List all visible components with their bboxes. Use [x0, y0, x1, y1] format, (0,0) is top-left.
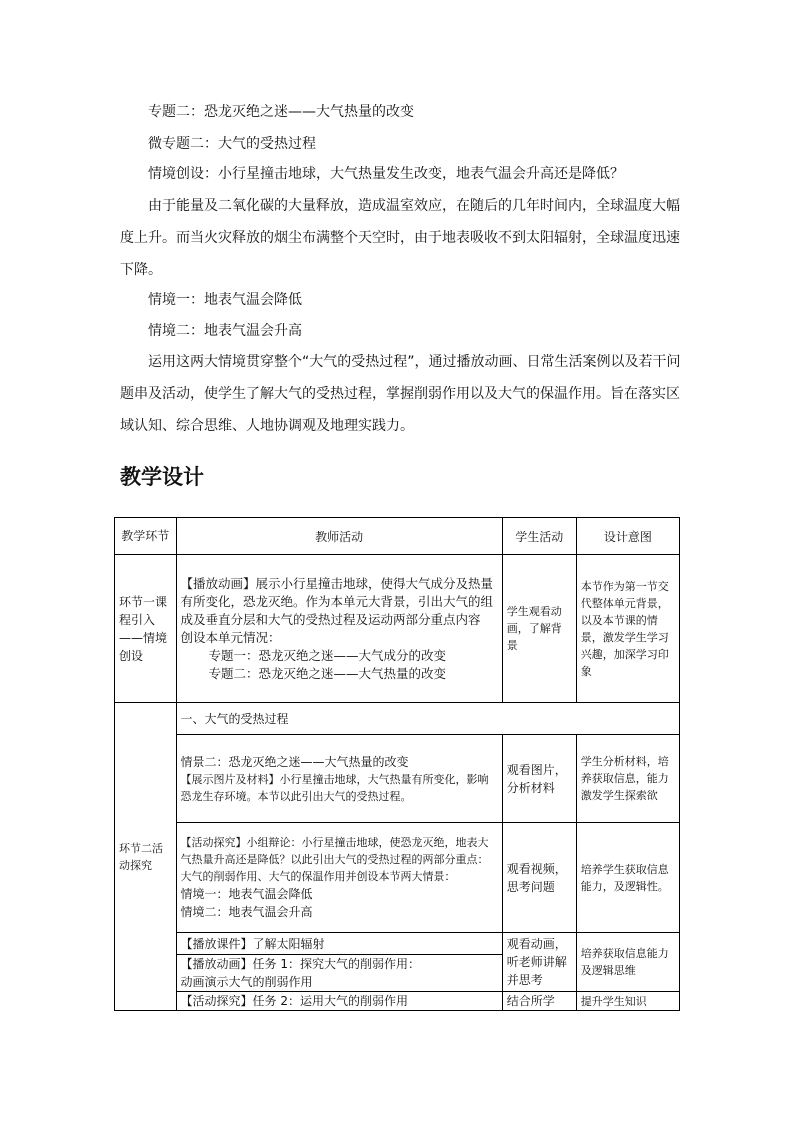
teacher-text: 【展示图片及材料】小行星撞击地球，大气热量有所变化，影响恐龙生存环境。本节以此引出大气的受热过程。: [180, 772, 489, 803]
intent-cell: 培养学生获取信息能力，及逻辑性。: [576, 823, 679, 933]
header-teacher: 教师活动: [176, 518, 502, 555]
student-cell: 结合所学: [502, 992, 576, 1011]
teacher-cell: 【活动探究】任务 2：运用大气的削弱作用: [176, 992, 502, 1011]
table-row: [115, 933, 680, 955]
situation-2: 情境二：地表气温会升高: [148, 323, 302, 339]
intro-paragraph-2: 运用这两大情境贯穿整个“大气的受热过程”，通过播放动画、日常生活案例以及若干问题串及活动，使学生了解大气的受热过程，掌握削弱作用以及大气的保温作用。旨在落实区域认知、综合思维、人地协调观及地理实践力。: [120, 354, 681, 434]
table-row: [115, 992, 680, 1011]
header-student: 学生活动: [502, 518, 576, 555]
teacher-text: 【播放动画】任务 1：探究大气的削弱作用：: [180, 957, 420, 971]
micro-topic-line: 微专题二：大气的受热过程: [148, 136, 316, 152]
teacher-cell: [176, 823, 502, 933]
teacher-text: 情景二：恐龙灭绝之迷——大气热量的改变: [180, 754, 409, 769]
teacher-cell: [176, 955, 502, 992]
section-title: 教学设计: [120, 465, 204, 489]
intent-cell: 提升学生知识: [576, 992, 679, 1011]
table-row: [115, 703, 680, 735]
student-cell: 观看动画，听老师讲解并思考: [502, 933, 576, 992]
header-stage: 教学环节: [115, 518, 177, 555]
section-heading-cell: 一、大气的受热过程: [176, 703, 680, 735]
intro-paragraph-1: 由于能量及二氧化碳的大量释放，造成温室效应，在随后的几年时间内，全球温度大幅度上升。而当火灾释放的烟尘布满整个天空时，由于地表吸收不到太阳辐射，全球温度迅速下降。: [120, 198, 680, 278]
topic2-line: 专题二：恐龙灭绝之迷——大气热量的改变: [148, 104, 414, 120]
scenario-line: 情境创设：小行星撞击地球，大气热量发生改变，地表气温会升高还是降低？: [148, 166, 624, 182]
table-row: [115, 823, 680, 933]
teacher-text: 【播放动画】展示小行星撞击地球，使得大气成分及热量有所变化，恐龙灭绝。作为本单元大背景，引出大气的组成及垂直分层和大气的受热过程及运动两部分重点内容: [180, 575, 494, 627]
teacher-text: 情境二：地表气温会升高: [180, 905, 313, 919]
student-cell: 观看图片，分析材料: [502, 735, 576, 823]
teacher-text: 情境一：地表气温会降低: [180, 887, 313, 901]
teacher-text: 专题一：恐龙灭绝之迷——大气成分的改变: [208, 647, 447, 663]
teacher-cell: 【播放课件】了解太阳辐射: [176, 933, 502, 955]
stage-cell: 环节一课程引入——情境创设: [115, 555, 177, 703]
teacher-text: 创设本单元情况：: [180, 629, 281, 645]
student-cell: 观看视频，思考问题: [502, 823, 576, 933]
table-row: [115, 735, 680, 823]
intent-cell: 学生分析材料，培养获取信息，能力激发学生探索欲: [576, 735, 679, 823]
situation-1: 情境一：地表气温会降低: [148, 292, 302, 308]
teaching-design-table: [114, 517, 680, 1011]
table-header-row: [115, 518, 680, 555]
intent-cell: 培养获取信息能力及逻辑思维: [576, 933, 679, 992]
teacher-cell: [176, 555, 502, 703]
header-intent: 设计意图: [576, 518, 679, 555]
student-cell: 学生观看动画，了解背景: [502, 555, 576, 703]
table-row: [115, 555, 680, 703]
teacher-cell: [176, 735, 502, 823]
teacher-text: 【活动探究】小组辩论：小行星撞击地球，使恐龙灭绝，地表大气热量升高还是降低？以此引出大气的受热过程的两部分重点：大气的削弱作用、大气的保温作用并创设本节两大情景：: [180, 836, 489, 883]
teacher-text: 动画演示大气的削弱作用: [180, 975, 313, 989]
stage-cell: 环节二活动探究: [115, 703, 177, 1011]
teacher-text: 专题二：恐龙灭绝之迷——大气热量的改变: [208, 665, 447, 681]
intent-cell: 本节作为第一节交代整体单元背景，以及本节课的情景，激发学生学习兴趣，加深学习印象: [576, 555, 679, 703]
